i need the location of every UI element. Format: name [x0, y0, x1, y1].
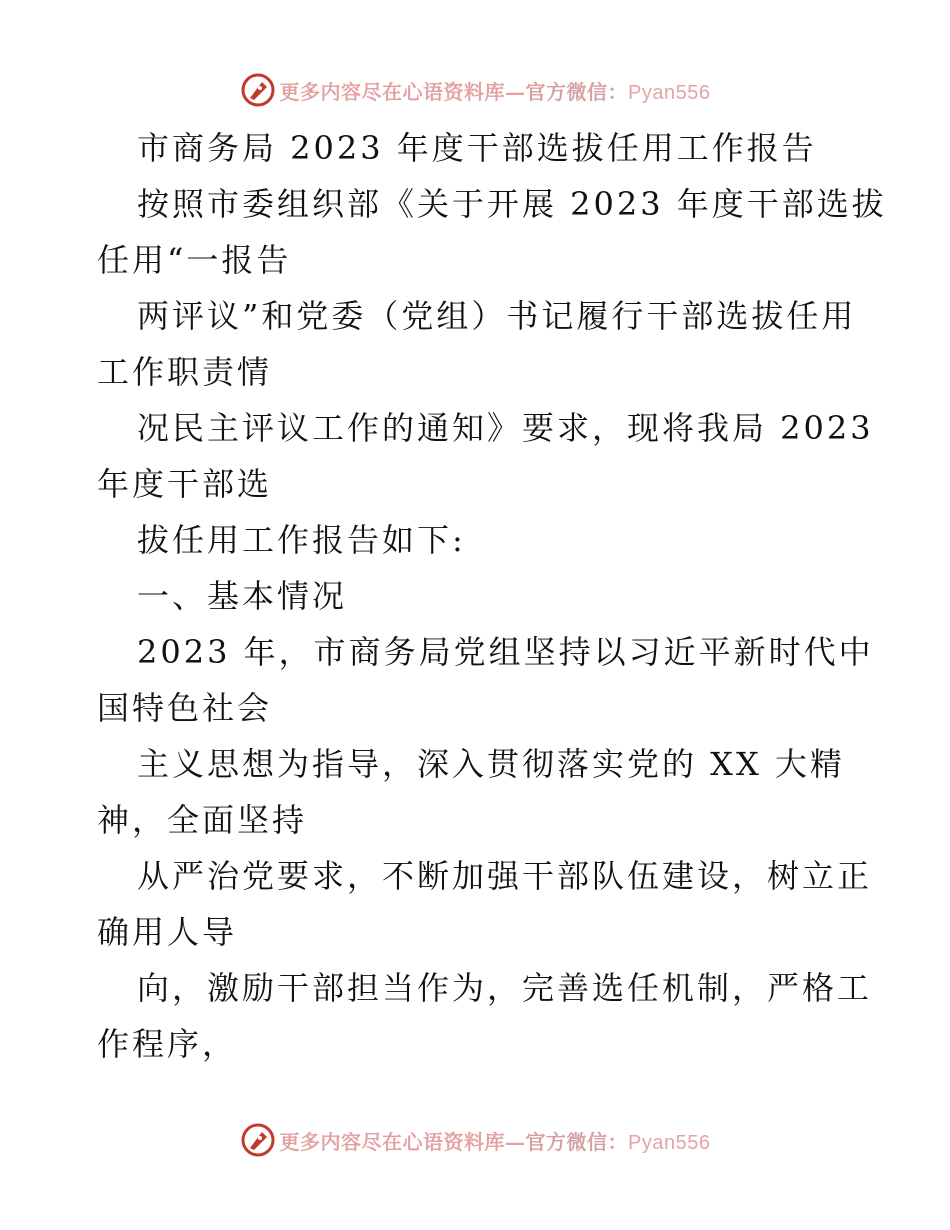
document-line: 工作职责情: [97, 353, 273, 391]
banner-separator: —: [505, 79, 526, 104]
banner-brand: 更多内容尽在心语资料库: [279, 1129, 506, 1154]
document-line: 国特色社会: [97, 689, 273, 727]
document-line: 年度干部选: [97, 465, 273, 503]
document-line: 神，全面坚持: [97, 801, 308, 839]
document-line: 从严治党要求，不断加强干部队伍建设，树立正: [137, 857, 873, 895]
banner-wechat-label: 官方微信：: [525, 1129, 629, 1154]
document-line: 拔任用工作报告如下:: [137, 521, 466, 559]
document-line: 2023 年，市商务局党组坚持以习近平新时代中: [137, 633, 874, 671]
document-line: 作程序，: [97, 1025, 238, 1063]
document-line: 主义思想为指导，深入贯彻落实党的 XX 大精: [137, 745, 845, 783]
document-line: 一、基本情况: [137, 577, 348, 615]
banner-brand: 更多内容尽在心语资料库: [279, 79, 506, 104]
document-line: 确用人导: [97, 913, 238, 951]
pen-nib-logo-icon: [240, 1122, 276, 1158]
document-body: [97, 120, 887, 1072]
document-line: 况民主评议工作的通知》要求，现将我局 2023: [137, 409, 874, 447]
document-line: 任用“一报告: [97, 241, 292, 279]
pen-nib-logo-icon: [240, 72, 276, 108]
banner-wechat-label: 官方微信：: [525, 79, 629, 104]
document-line: 市商务局 2023 年度干部选拔任用工作报告: [137, 129, 817, 167]
banner-wechat-handle: Pyan556: [628, 1131, 711, 1154]
banner-wechat-handle: Pyan556: [628, 81, 711, 104]
document-line: 向，激励干部担当作为，完善选任机制，严格工: [137, 969, 873, 1007]
header-banner: [0, 70, 950, 110]
document-line: 两评议”和党委（党组）书记履行干部选拔任用: [137, 297, 857, 335]
footer-banner: [0, 1120, 950, 1160]
banner-separator: —: [505, 1129, 526, 1154]
document-line: 按照市委组织部《关于开展 2023 年度干部选拔: [137, 185, 887, 223]
